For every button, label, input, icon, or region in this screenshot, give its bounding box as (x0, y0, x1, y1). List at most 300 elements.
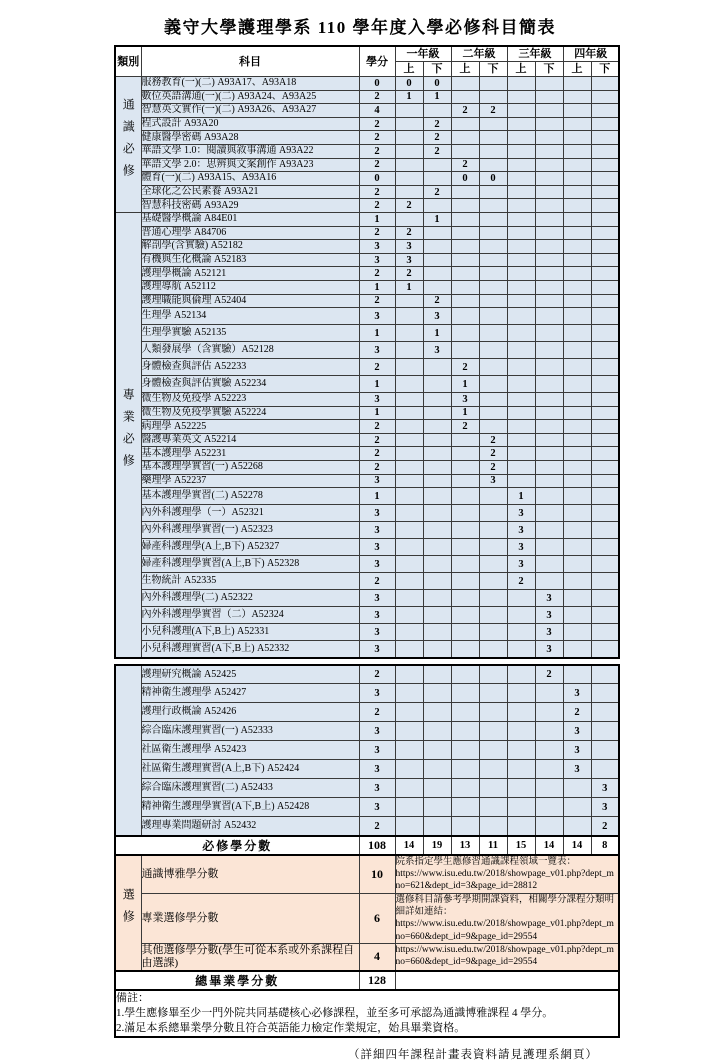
semester-credit-cell (423, 665, 451, 684)
semester-credit-cell (423, 240, 451, 254)
semester-credit-cell (535, 158, 563, 172)
semester-credit-cell (423, 722, 451, 741)
course-name-cell: 身體檢查與評估實驗 A52234 (141, 376, 359, 393)
semester-credit-cell (563, 817, 591, 836)
semester-credit-cell (479, 199, 507, 213)
course-credits-cell: 2 (359, 267, 395, 281)
semester-credit-cell: 1 (395, 90, 423, 104)
semester-credit-cell (535, 131, 563, 145)
header-grade-4: 四年級 (563, 46, 619, 62)
course-credits-cell: 0 (359, 172, 395, 186)
elective-row-professional (115, 893, 619, 943)
course-row (115, 158, 619, 172)
semester-credit-cell (479, 226, 507, 240)
course-credits-cell: 2 (359, 226, 395, 240)
category-cell (115, 212, 141, 657)
semester-credit-cell (535, 185, 563, 199)
semester-credit-cell (563, 212, 591, 226)
course-name-cell: 身體檢查與評估 A52233 (141, 359, 359, 376)
course-row (115, 488, 619, 505)
semester-credit-cell: 1 (451, 406, 479, 420)
semester-credit-cell (451, 77, 479, 91)
semester-credit-cell (563, 226, 591, 240)
semester-credit-cell (395, 522, 423, 539)
course-name-cell: 婦產科護理學實習(A上,B下) A52328 (141, 556, 359, 573)
semester-credit-cell (395, 741, 423, 760)
semester-credit-cell: 2 (395, 226, 423, 240)
semester-credit-cell (591, 522, 619, 539)
course-row (115, 104, 619, 118)
course-row (115, 393, 619, 407)
semester-credit-cell (507, 741, 535, 760)
course-row (115, 294, 619, 308)
semester-credit-cell (423, 420, 451, 434)
semester-credit-cell (423, 703, 451, 722)
course-name-cell: 內外科護理學實習（二）A52324 (141, 607, 359, 624)
semester-credit-cell (563, 556, 591, 573)
course-name-cell: 社區衛生護理學 A52423 (141, 741, 359, 760)
semester-credit-cell (591, 393, 619, 407)
semester-credit-cell (479, 240, 507, 254)
semester-credit-cell (423, 474, 451, 488)
semester-credit-cell (507, 90, 535, 104)
course-credits-cell: 2 (359, 703, 395, 722)
semester-credit-cell (563, 447, 591, 461)
semester-credit-cell (423, 624, 451, 641)
semester-credit-cell (591, 474, 619, 488)
semester-credit-cell: 3 (395, 240, 423, 254)
course-row (115, 420, 619, 434)
course-name-cell: 護理研究概論 A52425 (141, 665, 359, 684)
header-sem: 上 (395, 62, 423, 77)
semester-credit-cell (423, 461, 451, 475)
course-name-cell: 護理職能與倫理 A52404 (141, 294, 359, 308)
semester-credit-cell (479, 760, 507, 779)
semester-credit-cell (479, 641, 507, 658)
semester-credit-cell (507, 253, 535, 267)
page-title: 義守大學護理學系 110 學年度入學必修科目簡表 (163, 18, 557, 37)
semester-credit-cell (591, 77, 619, 91)
course-credits-cell: 2 (359, 117, 395, 131)
semester-credit-cell (563, 185, 591, 199)
semester-credit-cell (535, 760, 563, 779)
semester-credit-cell (535, 433, 563, 447)
course-name-cell: 數位英語溝通(一)(二) A93A24、A93A25 (141, 90, 359, 104)
semester-credit-cell: 3 (563, 722, 591, 741)
header-sem: 上 (451, 62, 479, 77)
elective-note (395, 893, 619, 943)
semester-credit-cell (423, 607, 451, 624)
course-row (115, 539, 619, 556)
course-row (115, 817, 619, 836)
semester-credit-cell (563, 641, 591, 658)
course-row (115, 433, 619, 447)
semester-credit-cell (423, 393, 451, 407)
elective-credits: 6 (359, 893, 395, 943)
semester-credit-cell: 2 (423, 131, 451, 145)
header-sem: 下 (535, 62, 563, 77)
course-row (115, 131, 619, 145)
semester-credit-cell (591, 185, 619, 199)
semester-credit-cell (451, 212, 479, 226)
senior-courses-and-summary-table (114, 664, 620, 1038)
semester-credit-cell (591, 308, 619, 325)
course-row (115, 684, 619, 703)
semester-credit-cell (563, 433, 591, 447)
semester-credit-cell (451, 294, 479, 308)
course-name-cell: 生理學實驗 A52135 (141, 325, 359, 342)
semester-credit-cell (395, 760, 423, 779)
semester-credit-cell (563, 104, 591, 118)
semester-credit-cell (535, 741, 563, 760)
semester-credit-cell: 3 (479, 474, 507, 488)
semester-credit-cell (451, 447, 479, 461)
semester-credit-cell (591, 280, 619, 294)
course-credits-cell: 2 (359, 144, 395, 158)
semester-credit-cell (591, 488, 619, 505)
semester-credit-cell (451, 342, 479, 359)
semester-credit-cell (535, 342, 563, 359)
note-item: 2.滿足本系總畢業學分數且符合英語能力檢定作業規定，始具畢業資格。 (116, 1021, 466, 1034)
semester-credit-cell (563, 90, 591, 104)
semester-credit-cell: 3 (591, 798, 619, 817)
semester-credit-cell (563, 474, 591, 488)
semester-credit-cell (423, 539, 451, 556)
semester-credit-cell (591, 461, 619, 475)
semester-credit-cell (451, 607, 479, 624)
semester-credit-cell (563, 376, 591, 393)
semester-credit-cell (423, 104, 451, 118)
course-row (115, 522, 619, 539)
semester-credit-cell (451, 267, 479, 281)
semester-credit-cell (563, 77, 591, 91)
category-cell (115, 665, 141, 836)
semester-credit-cell (507, 77, 535, 91)
course-credits-cell: 2 (359, 359, 395, 376)
course-credits-cell: 3 (359, 641, 395, 658)
semester-credit-cell (451, 665, 479, 684)
semester-credit-cell (451, 722, 479, 741)
semester-credit-cell: 0 (479, 172, 507, 186)
semester-credit-cell (395, 607, 423, 624)
course-row (115, 741, 619, 760)
semester-credit-cell (563, 144, 591, 158)
course-row (115, 461, 619, 475)
semester-credit-cell (479, 684, 507, 703)
semester-credit-cell (507, 212, 535, 226)
course-credits-cell: 2 (359, 420, 395, 434)
semester-credit-cell (451, 779, 479, 798)
course-credits-cell: 1 (359, 406, 395, 420)
semester-credit-cell (591, 342, 619, 359)
course-name-cell: 微生物及免疫學 A52223 (141, 393, 359, 407)
course-credits-cell: 3 (359, 539, 395, 556)
semester-credit-cell: 3 (451, 393, 479, 407)
semester-credit-cell (479, 267, 507, 281)
elective-note-text: 院系指定學生應修習通識課程領域一覽表： (395, 856, 577, 867)
semester-credit-cell (395, 641, 423, 658)
semester-credit-cell (591, 539, 619, 556)
course-row (115, 117, 619, 131)
semester-credit-cell (591, 90, 619, 104)
semester-credit-cell (423, 573, 451, 590)
semester-credit-cell (479, 798, 507, 817)
semester-credit-cell (591, 131, 619, 145)
semester-credit-cell (451, 488, 479, 505)
course-credits-cell: 2 (359, 199, 395, 213)
course-name-cell: 微生物及免疫學實驗 A52224 (141, 406, 359, 420)
semester-credit-cell (591, 447, 619, 461)
semester-credit-cell (591, 641, 619, 658)
semester-credit-cell: 3 (591, 779, 619, 798)
semester-credit-cell (535, 240, 563, 254)
course-name-cell: 華語文學 2.0：思辨與文案創作 A93A23 (141, 158, 359, 172)
course-row (115, 253, 619, 267)
semester-credit-cell (395, 131, 423, 145)
elective-category-label: 選修 (121, 888, 136, 933)
semester-credit-cell (535, 359, 563, 376)
semester-credit-cell (563, 779, 591, 798)
semester-credit-cell (563, 158, 591, 172)
course-row (115, 641, 619, 658)
course-credits-cell: 3 (359, 741, 395, 760)
summary-sem-credit: 14 (535, 836, 563, 855)
semester-credit-cell (423, 253, 451, 267)
semester-credit-cell (535, 172, 563, 186)
semester-credit-cell (507, 199, 535, 213)
semester-credit-cell (535, 684, 563, 703)
semester-credit-cell (507, 461, 535, 475)
course-credits-cell: 3 (359, 607, 395, 624)
header-sem: 上 (507, 62, 535, 77)
semester-credit-cell (507, 131, 535, 145)
semester-credit-cell (535, 77, 563, 91)
course-name-cell: 有機與生化概論 A52183 (141, 253, 359, 267)
semester-credit-cell (479, 488, 507, 505)
semester-credit-cell (395, 104, 423, 118)
graduation-total-label: 總畢業學分數 (115, 971, 359, 990)
semester-credit-cell: 1 (423, 325, 451, 342)
semester-credit-cell (563, 267, 591, 281)
semester-credit-cell: 3 (423, 342, 451, 359)
course-name-cell: 精神衛生護理學實習(A下,B上) A52428 (141, 798, 359, 817)
course-row (115, 573, 619, 590)
course-name-cell: 小兒科護理實習(A下,B上) A52332 (141, 641, 359, 658)
semester-credit-cell (423, 359, 451, 376)
semester-credit-cell: 2 (451, 158, 479, 172)
header-grade-2: 二年級 (451, 46, 507, 62)
semester-credit-cell (451, 798, 479, 817)
course-credits-cell: 3 (359, 722, 395, 741)
semester-credit-cell: 3 (563, 684, 591, 703)
semester-credit-cell (563, 240, 591, 254)
course-credits-cell: 2 (359, 433, 395, 447)
summary-sem-credit: 14 (563, 836, 591, 855)
semester-credit-cell (479, 185, 507, 199)
semester-credit-cell (591, 172, 619, 186)
semester-credit-cell (395, 420, 423, 434)
semester-credit-cell (563, 199, 591, 213)
semester-credit-cell (535, 573, 563, 590)
semester-credit-cell (479, 556, 507, 573)
semester-credit-cell (591, 376, 619, 393)
course-credits-cell: 3 (359, 590, 395, 607)
semester-credit-cell (395, 665, 423, 684)
semester-credit-cell (479, 342, 507, 359)
semester-credit-cell (479, 665, 507, 684)
semester-credit-cell (535, 447, 563, 461)
semester-credit-cell (479, 573, 507, 590)
note-item: 1.學生應修畢至少一門外院共同基礎核心必修課程，並至多可承認為通識博雅課程 4 學分。 (116, 1006, 554, 1019)
semester-credit-cell (591, 144, 619, 158)
semester-credit-cell (395, 433, 423, 447)
course-credits-cell: 3 (359, 474, 395, 488)
semester-credit-cell (395, 624, 423, 641)
semester-credit-cell (507, 641, 535, 658)
semester-credit-cell: 2 (479, 447, 507, 461)
semester-credit-cell (507, 117, 535, 131)
semester-credit-cell (535, 539, 563, 556)
semester-credit-cell (451, 684, 479, 703)
semester-credit-cell (535, 90, 563, 104)
semester-credit-cell (479, 624, 507, 641)
semester-credit-cell (507, 817, 535, 836)
semester-credit-cell (479, 722, 507, 741)
semester-credit-cell (451, 226, 479, 240)
semester-credit-cell (563, 798, 591, 817)
semester-credit-cell (535, 294, 563, 308)
semester-credit-cell (451, 185, 479, 199)
course-row (115, 505, 619, 522)
semester-credit-cell (535, 144, 563, 158)
semester-credit-cell (507, 760, 535, 779)
course-row (115, 590, 619, 607)
semester-credit-cell (395, 703, 423, 722)
semester-credit-cell (535, 420, 563, 434)
semester-credit-cell (423, 522, 451, 539)
semester-credit-cell (451, 539, 479, 556)
semester-credit-cell (395, 185, 423, 199)
semester-credit-cell (563, 280, 591, 294)
course-row (115, 779, 619, 798)
semester-credit-cell (395, 144, 423, 158)
semester-credit-cell (395, 158, 423, 172)
semester-credit-cell (479, 280, 507, 294)
semester-credit-cell (395, 117, 423, 131)
semester-credit-cell (479, 325, 507, 342)
course-credits-cell: 3 (359, 308, 395, 325)
semester-credit-cell: 3 (535, 607, 563, 624)
course-row (115, 376, 619, 393)
semester-credit-cell (395, 376, 423, 393)
course-credits-cell: 1 (359, 280, 395, 294)
course-name-cell: 智慧科技密碼 A93A29 (141, 199, 359, 213)
course-name-cell: 普通心理學 A84706 (141, 226, 359, 240)
semester-credit-cell (563, 172, 591, 186)
course-row (115, 185, 619, 199)
semester-credit-cell (423, 505, 451, 522)
semester-credit-cell: 2 (423, 294, 451, 308)
semester-credit-cell (451, 144, 479, 158)
course-row (115, 325, 619, 342)
semester-credit-cell (423, 590, 451, 607)
semester-credit-cell (451, 556, 479, 573)
semester-credit-cell (563, 590, 591, 607)
semester-credit-cell (395, 474, 423, 488)
course-row (115, 359, 619, 376)
semester-credit-cell (423, 741, 451, 760)
semester-credit-cell (451, 505, 479, 522)
semester-credit-cell (591, 240, 619, 254)
semester-credit-cell: 2 (591, 817, 619, 836)
semester-credit-cell (563, 406, 591, 420)
course-credits-cell: 2 (359, 185, 395, 199)
course-name-cell: 護理學概論 A52121 (141, 267, 359, 281)
semester-credit-cell (479, 117, 507, 131)
course-row (115, 406, 619, 420)
semester-credit-cell (535, 267, 563, 281)
course-row (115, 199, 619, 213)
course-credits-cell: 1 (359, 376, 395, 393)
semester-credit-cell (563, 505, 591, 522)
semester-credit-cell (451, 308, 479, 325)
semester-credit-cell: 3 (535, 624, 563, 641)
semester-credit-cell (423, 280, 451, 294)
course-name-cell: 全球化之公民素養 A93A21 (141, 185, 359, 199)
semester-credit-cell (395, 308, 423, 325)
course-row (115, 144, 619, 158)
semester-credit-cell (451, 280, 479, 294)
semester-credit-cell (507, 359, 535, 376)
header-grade-3: 三年級 (507, 46, 563, 62)
semester-credit-cell (535, 722, 563, 741)
course-credits-cell: 3 (359, 779, 395, 798)
elective-note-text: 選修科目請參考學期開課資料，相關學分課程分類明細詳如連結： (395, 894, 615, 917)
semester-credit-cell (591, 158, 619, 172)
course-credits-cell: 3 (359, 253, 395, 267)
semester-credit-cell: 2 (451, 420, 479, 434)
course-name-cell: 內外科護理學（一）A52321 (141, 505, 359, 522)
semester-credit-cell (507, 226, 535, 240)
semester-credit-cell (535, 280, 563, 294)
semester-credit-cell (507, 703, 535, 722)
semester-credit-cell (563, 488, 591, 505)
elective-row-other (115, 943, 619, 971)
semester-credit-cell (591, 556, 619, 573)
semester-credit-cell (479, 393, 507, 407)
semester-credit-cell (451, 253, 479, 267)
header-grade-1: 一年級 (395, 46, 451, 62)
semester-credit-cell (423, 556, 451, 573)
semester-credit-cell: 3 (507, 539, 535, 556)
course-credits-cell: 3 (359, 798, 395, 817)
semester-credit-cell (563, 253, 591, 267)
course-row (115, 240, 619, 254)
semester-credit-cell (395, 722, 423, 741)
summary-sem-credit: 8 (591, 836, 619, 855)
course-name-cell: 人類發展學（含實驗）A52128 (141, 342, 359, 359)
semester-credit-cell (535, 212, 563, 226)
semester-credit-cell (451, 240, 479, 254)
graduation-total-value: 128 (359, 971, 395, 990)
elective-name: 其他選修學分數(學生可從本系或外系課程自由選課) (141, 943, 359, 971)
semester-credit-cell (591, 505, 619, 522)
semester-credit-cell: 2 (479, 104, 507, 118)
semester-credit-cell: 1 (395, 280, 423, 294)
course-credits-cell: 3 (359, 556, 395, 573)
course-name-cell: 病理學 A52225 (141, 420, 359, 434)
semester-credit-cell (507, 406, 535, 420)
